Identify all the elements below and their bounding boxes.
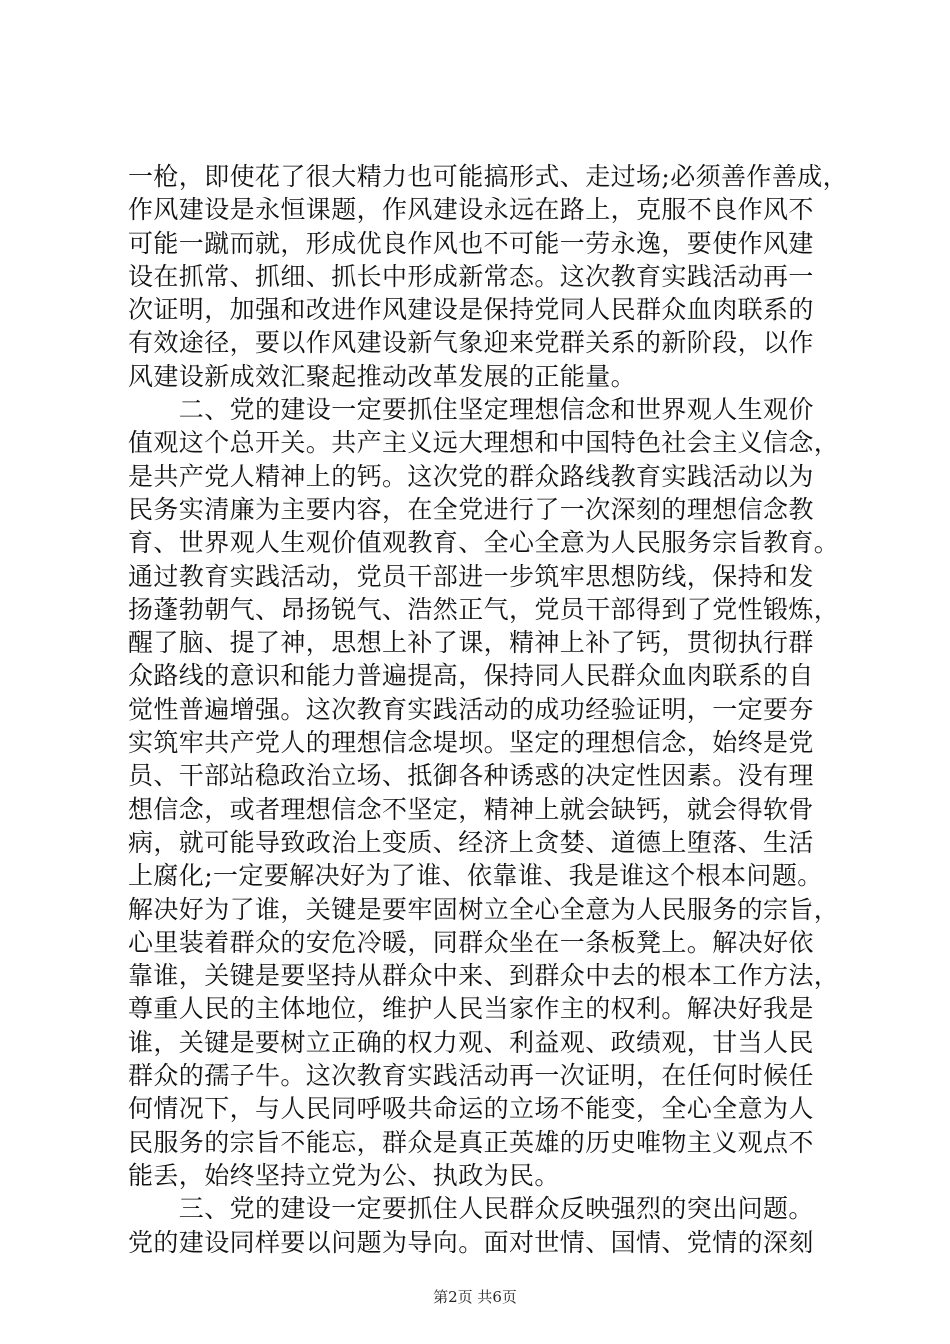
text-line: 民务实清廉为主要内容，在全党进行了一次深刻的理想信念教 <box>128 494 814 524</box>
text-line: 党的建设同样要以问题为导向。面对世情、国情、党情的深刻 <box>128 1227 814 1257</box>
text-line: 能丢，始终坚持立党为公、执政为民。 <box>128 1160 560 1190</box>
text-line: 病，就可能导致政治上变质、经济上贪婪、道德上堕落、生活 <box>128 827 814 857</box>
section-heading-line: 三、党的建设一定要抓住人民群众反映强烈的突出问题。 <box>128 1194 814 1224</box>
text-line: 想信念，或者理想信念不坚定，精神上就会缺钙，就会得软骨 <box>128 794 814 824</box>
text-line: 何情况下，与人民同呼吸共命运的立场不能变，全心全意为人 <box>128 1094 814 1124</box>
section-heading-line: 二、党的建设一定要抓住坚定理想信念和世界观人生观价 <box>128 395 814 425</box>
text-line: 一枪，即使花了很大精力也可能搞形式、走过场;必须善作善成， <box>128 162 849 191</box>
text-line: 众路线的意识和能力普遍提高，保持同人民群众血肉联系的自 <box>128 661 814 691</box>
text-line: 育、世界观人生观价值观教育、全心全意为人民服务宗旨教育。 <box>128 528 840 558</box>
text-line: 实筑牢共产党人的理想信念堤坝。坚定的理想信念，始终是党 <box>128 728 814 758</box>
text-line: 醒了脑、提了神，思想上补了课，精神上补了钙，贯彻执行群 <box>128 628 814 658</box>
text-line: 民服务的宗旨不能忘，群众是真正英雄的历史唯物主义观点不 <box>128 1127 814 1157</box>
text-line: 谁，关键是要树立正确的权力观、利益观、政绩观，甘当人民 <box>128 1027 814 1057</box>
text-line: 觉性普遍增强。这次教育实践活动的成功经验证明，一定要夯 <box>128 694 814 724</box>
text-line: 作风建设是永恒课题，作风建设永远在路上，克服不良作风不 <box>128 195 814 225</box>
text-line: 解决好为了谁，关键是要牢固树立全心全意为人民服务的宗旨， <box>128 894 840 924</box>
text-line: 是共产党人精神上的钙。这次党的群众路线教育实践活动以为 <box>128 461 814 491</box>
text-line: 员、干部站稳政治立场、抵御各种诱惑的决定性因素。没有理 <box>128 761 814 791</box>
page-number-footer: 第2页 共6页 <box>433 1288 517 1306</box>
text-line: 值观这个总开关。共产主义远大理想和中国特色社会主义信念， <box>128 428 840 458</box>
text-line: 群众的孺子牛。这次教育实践活动再一次证明，在任何时候任 <box>128 1061 814 1091</box>
text-line: 通过教育实践活动，党员干部进一步筑牢思想防线，保持和发 <box>128 561 814 591</box>
text-line: 靠谁，关键是要坚持从群众中来、到群众中去的根本工作方法， <box>128 961 840 991</box>
text-line: 上腐化;一定要解决好为了谁、依靠谁、我是谁这个根本问题。 <box>128 861 823 891</box>
text-line: 有效途径，要以作风建设新气象迎来党群关系的新阶段，以作 <box>128 328 814 358</box>
body-text <box>128 160 849 1259</box>
text-line: 次证明，加强和改进作风建设是保持党同人民群众血肉联系的 <box>128 295 814 325</box>
text-line: 尊重人民的主体地位，维护人民当家作主的权利。解决好我是 <box>128 994 814 1024</box>
text-line: 风建设新成效汇聚起推动改革发展的正能量。 <box>128 361 637 391</box>
text-line: 设在抓常、抓细、抓长中形成新常态。这次教育实践活动再一 <box>128 261 814 291</box>
text-line: 心里装着群众的安危冷暖，同群众坐在一条板凳上。解决好依 <box>128 927 814 957</box>
text-line: 可能一蹴而就，形成优良作风也不可能一劳永逸，要使作风建 <box>128 228 814 258</box>
text-line: 扬蓬勃朝气、昂扬锐气、浩然正气，党员干部得到了党性锻炼， <box>128 594 840 624</box>
